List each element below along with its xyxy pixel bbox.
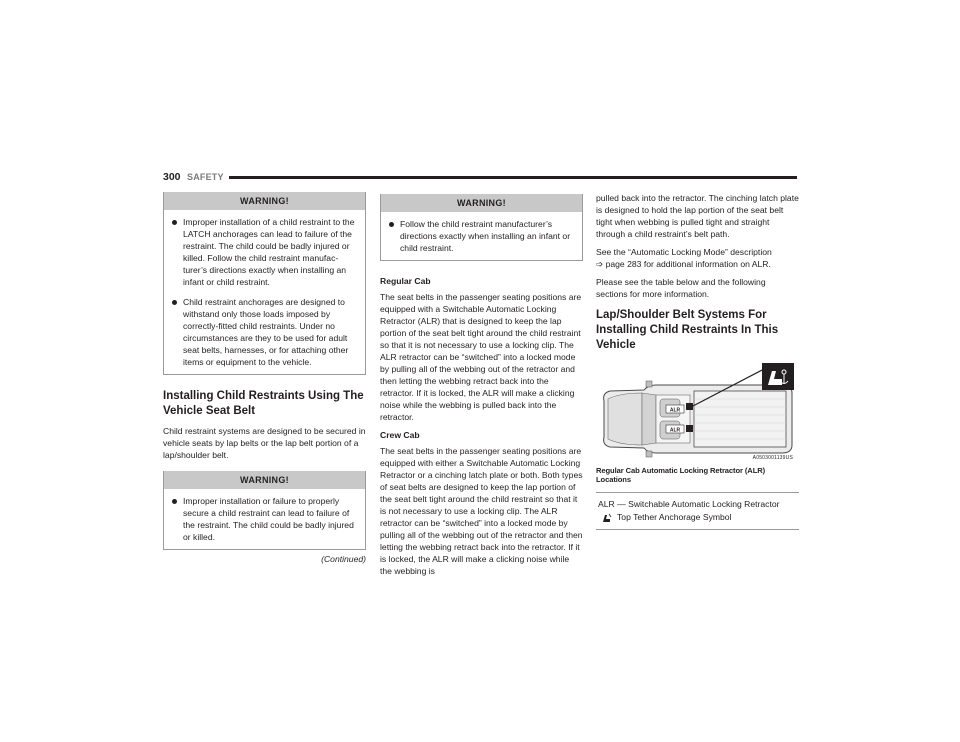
cross-reference-paragraph <box>596 246 799 270</box>
alr-label: ALR <box>669 427 681 434</box>
column-1 <box>163 192 366 564</box>
regular-cab-paragraph: The seat belts in the passenger seating positions are equipped with a Switchable Automatic Locking Retractor (ALR) that is designed to keep the lap portion of the seat belt tight around the child restraint so that it is not necessary to use a locking clip. The ALR retractor can be “switched” into a locked mode by pulling all of the webbing out of the retractor and then letting the webbing retract back into the retractor. If it is locked, the ALR will make a clicking noise while the webbing is pulled back into the retractor. <box>380 292 582 422</box>
header-rule <box>229 176 797 179</box>
bullet-dot <box>172 220 177 225</box>
crew-cab-paragraph: The seat belts in the passenger seating positions are equipped with either a Switchable Automatic Locking Retractor or a cinching latch plate or both. Both types of seat belts are designed to keep the lap portion of the seat belt tight around the child restraint so that it is not necessary to use a locking clip. The ALR retractor can be “switched” into a locked mode by pulling all of the webbing out of the retractor and then letting the webbing retract back into the retractor. If it is locked, the ALR will make a clicking noise while the webbing is <box>380 446 583 576</box>
column-3 <box>596 192 799 530</box>
bullet-dot <box>172 499 177 504</box>
warning-bullet-text: Improper installation of a child restraint to the LATCH anchorages can lead to failure of the restraint. The child could be badly injured or killed. Follow the child restraint manufac-turer’s directions exactly when installing an infant or child restraint. <box>183 217 355 287</box>
column-2 <box>380 192 583 583</box>
cross-reference-text: See the “Automatic Locking Mode” description <box>596 247 772 257</box>
page-header <box>163 171 797 185</box>
body-paragraph: Child restraint systems are designed to be secured in vehicle seats by lap belts or the lap belt portion of a lap/shoulder belt. <box>163 426 366 460</box>
crew-cab-heading: Crew Cab <box>380 430 420 440</box>
warning-box <box>380 194 583 261</box>
page-number: 300 <box>163 171 181 183</box>
legend-text: Top Tether Anchorage Symbol <box>617 512 732 522</box>
alr-label: ALR <box>669 407 681 414</box>
continued-note: (Continued) <box>321 554 366 564</box>
top-tether-anchor-icon <box>602 513 612 523</box>
body-paragraph: pulled back into the retractor. The cinching latch plate is designed to hold the lap portion of the seat belt tight when webbing is pulled tight and straight through a child restraint’s belt path. <box>596 193 799 239</box>
figure-code: A0503001139US <box>752 455 793 461</box>
warning-bullet-text: Improper installation or failure to properly secure a child restraint can lead to failure of the restraint. The child could be badly injured or killed. <box>183 496 354 542</box>
cross-reference-link[interactable]: page 283 for additional information on ALR. <box>603 259 771 269</box>
warning-box <box>163 192 366 375</box>
bullet-dot <box>389 222 394 227</box>
warning-bullet <box>172 296 357 368</box>
body-paragraph: Please see the table below and the following sections for more information. <box>596 277 766 299</box>
section-title: SAFETY <box>187 172 224 182</box>
truck-diagram <box>596 363 796 463</box>
warning-bullet-text: Follow the child restraint manufacturer’s directions exactly when installing an infant or child restraint. <box>400 219 571 253</box>
legend-row <box>598 511 799 524</box>
warning-box <box>163 471 366 550</box>
regular-cab-heading: Regular Cab <box>380 276 431 286</box>
warning-bullet <box>172 216 357 288</box>
truck-top-view-illustration <box>596 363 796 463</box>
figure-legend <box>596 492 799 530</box>
legend-row <box>598 498 799 511</box>
section-heading: Installing Child Restraints Using The Vehicle Seat Belt <box>163 390 364 417</box>
section-heading: Lap/Shoulder Belt Systems For Installing Child Restraints In This Vehicle <box>596 309 779 351</box>
warning-bullet <box>172 495 357 543</box>
warning-title: WARNING! <box>164 471 365 489</box>
legend-text: ALR — Switchable Automatic Locking Retractor <box>598 499 780 509</box>
top-tether-anchor-icon <box>762 363 794 390</box>
warning-bullet <box>389 218 574 254</box>
page-reference-arrow-icon[interactable]: ➩ <box>596 259 604 269</box>
warning-title: WARNING! <box>164 192 365 210</box>
warning-bullet-text: Child restraint anchorages are designed to withstand only those loads imposed by correctly-fitted child restraints. Under no circumstances are they to be used for adult seat belts, harnesses, or for attaching other items or equipment to the vehicle. <box>183 297 349 367</box>
warning-title: WARNING! <box>381 194 582 212</box>
bullet-dot <box>172 300 177 305</box>
figure-caption: Regular Cab Automatic Locking Retractor (ALR) Locations <box>596 466 766 484</box>
